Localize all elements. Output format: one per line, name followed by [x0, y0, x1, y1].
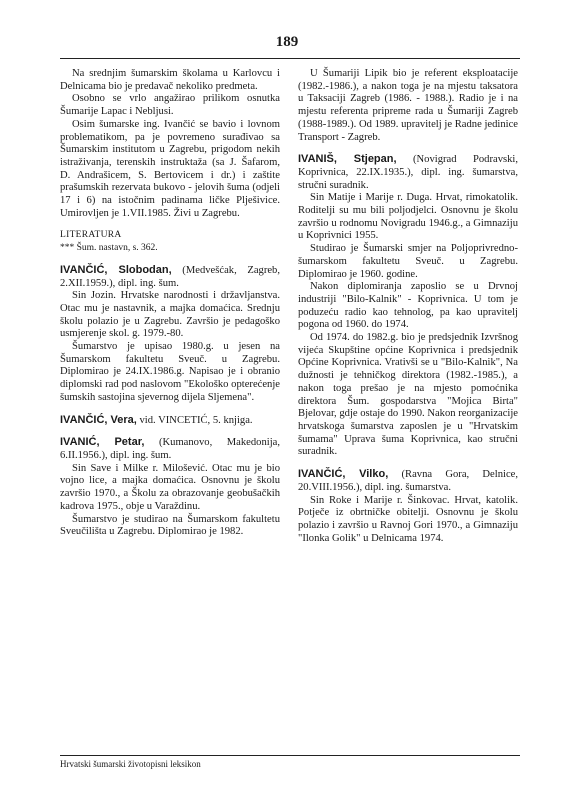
entry-ivancic-vilko: [298, 468, 518, 494]
entry-ivanic-petar: [60, 436, 280, 462]
paragraph: U Šumariji Lipik bio je referent eksploatacije (1982.-1986.), a nakon toga je na mjestu taksatora u Taksaciji Zagreb (1986. - 1988.). Radio je i na mjestu referenta pripreme rada u Šumariji Zagreb (1988-1989.). Od 1989. upravitelj je Radne jedinice Transport - Zagreb.: [298, 68, 518, 143]
paragraph: Nakon diplomiranja zaposlio se u Drvnoj industriji "Bilo-Kalnik" - Koprivnica. U tom je poduzeću radio kao tehnolog, pa kao upravitelj pogona od 1960. do 1974.: [298, 281, 518, 331]
literature-reference: *** Šum. nastavn, s. 362.: [60, 243, 158, 254]
entry-headword: IVANČIĆ, Vera,: [60, 413, 137, 426]
paragraph: Šumarstvo je studirao na Šumarskom fakultetu Sveučilišta u Zagrebu. Diplomirao je 1982.: [60, 513, 280, 538]
page-number: 189: [275, 34, 299, 50]
literature-heading: LITERATURA: [60, 230, 122, 241]
paragraph: Od 1974. do 1982.g. bio je predsjednik Izvršnog vijeća Skupštine općine Koprivnica i predsjednik Općine Koprivnica. Vrativši se u "Bilo-Kalnik", Na dužnosti je tehničkog direktora (1982.-1985.), a nakon toga prešao je na mjesto pomoćnika direktora Šum. gospodarstva "Mojica Birta" Bjelovar, gdje ostaje do 1990. Nakon reorganizacije hrvatskoga šumarstva zaposlen je u "Hrvatskim šumama" Uprava šuma Koprivnica, kao stručni suradnik.: [298, 332, 519, 458]
entry-headword: IVANIĆ, Petar,: [60, 436, 145, 449]
entry-headword: IVANIŠ, Stjepan,: [298, 153, 397, 166]
paragraph: Sin Save i Milke r. Milošević. Otac mu je bio vojno lice, a majka domaćica. Osnovnu je školu završio 1970., a Školu za obrazovanje geobušačkih kadrova 1975., obje u Varaždinu.: [60, 462, 280, 512]
entry-ivanis-stjepan: [298, 153, 518, 192]
entry-details: (Novigrad Podravski, Koprivnica, 22.IX.1935.), dipl. ing. šumarstva, stručni suradnik.: [298, 154, 519, 191]
entry-ivancic-vera: [60, 414, 280, 428]
left-column: [60, 68, 280, 539]
paragraph: Sin Jozin. Hrvatske narodnosti i državljanstva. Otac mu je nastavnik, a majka domaćica. Srednju školu polazio je u Zagrebu. Završio je pedagoško usmjerenje skol. g. 1979.-80.: [60, 290, 280, 340]
paragraph: Na srednjim šumarskim školama u Karlovcu i Delnicama bio je predavač nekoliko predmeta.: [60, 68, 280, 92]
paragraph: Sin Matije i Marije r. Duga. Hrvat, rimokatolik. Roditelji su mu bili poljodjelci. Osnovnu je školu završio u rodnomu Novigradu 1946.g., a Gimnaziju u Koprivnici 1955.: [298, 192, 518, 242]
right-column: [298, 68, 518, 545]
paragraph: Osim šumarske ing. Ivančić se bavio i lovnom problematikom, pa je povremeno surađivao sa Šumarskim institutom u Zagrebu, prigodom nekih istraživanja, terenskih instruktaža (sa J. Šafarom, D. Andrašicem, S. Bertovicem i dr.) i zaštite prašumskih rezervata bukovo - jelovih šuma (odjeli 17 i 6) na istočnim padinama ličke Plješivice. Umirovljen je 1.VII.1985. Živi u Zagrebu.: [60, 118, 280, 219]
paragraph: Studirao je Šumarski smjer na Poljoprivredno-šumarskom fakultetu Sveuč. u Zagrebu. Diplomirao je 1960. godine.: [298, 243, 518, 280]
entry-details: (Ravna Gora, Delnice, 20.VIII.1956.), dipl. ing. šumarstva.: [298, 469, 518, 493]
paragraph: Sin Roke i Marije r. Šinkovac. Hrvat, katolik. Potječe iz obrtničke obitelji. Osnovnu je školu polazio i završio u Ravnoj Gori 1970., a Gimnaziju "Ilonka Golik" u Delnicama 1974.: [298, 494, 518, 544]
header-rule: [60, 58, 520, 59]
paragraph: Šumarstvo je upisao 1980.g. u jesen na Šumarskom fakultetu Sveuč. u Zagrebu. Diplomirao je 24.IX.1986.g. Napisao je i obranio diplomski rad pod naslovom "Ekološko opterećenje šumskih sastojina sjevernog dijela Sljemena".: [60, 341, 280, 403]
paragraph: Osobno se vrlo angažirao prilikom osnutka Šumarije Lapac i Nebljusi.: [60, 93, 280, 118]
entry-details: (Kumanovo, Makedonija, 6.II.1956.), dipl. ing. šum.: [60, 437, 280, 461]
entry-headword: IVANČIĆ, Vilko,: [298, 468, 389, 481]
entry-headword: IVANČIĆ, Slobodan,: [60, 263, 172, 276]
entry-details: (Medvešćak, Zagreb, 2.XII.1959.), dipl. ing. šum.: [60, 264, 280, 289]
footer-title: Hrvatski šumarski životopisni leksikon: [60, 759, 201, 769]
footer-rule: [60, 755, 520, 756]
entry-details: vid. VINCETIĆ, 5. knjiga.: [136, 414, 253, 426]
entry-ivancic-slobodan: [60, 264, 280, 290]
